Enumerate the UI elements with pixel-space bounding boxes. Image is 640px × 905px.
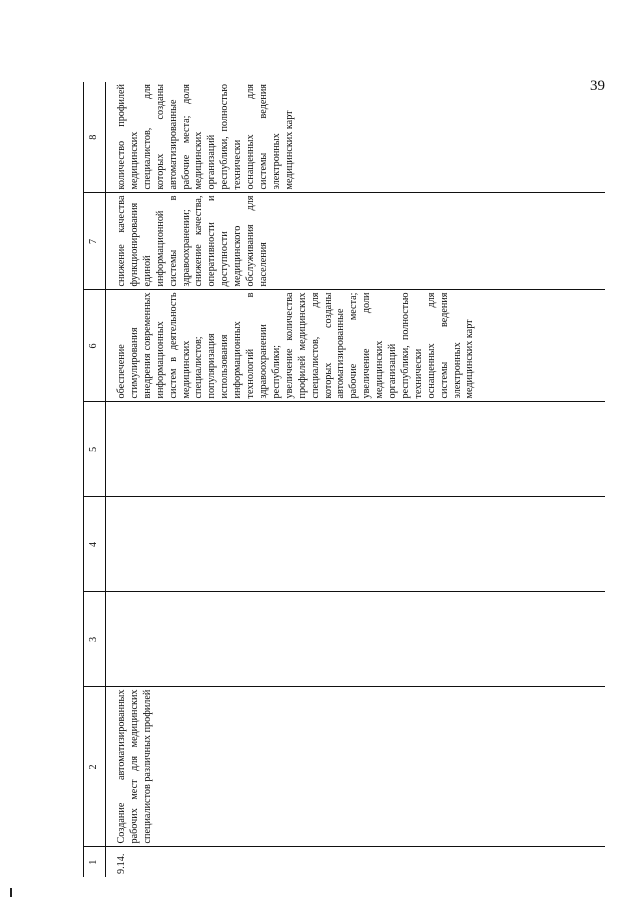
cell-col-4	[106, 497, 605, 592]
header-col-1: 1	[84, 847, 106, 877]
measures-table	[83, 82, 605, 877]
header-col-8: 8	[84, 82, 106, 193]
indicators: количество профилей медицинских специалистов, для которых созданы автоматизированные рабочие места; доля медицинских организаций республики, полностью технически оснащенных для системы ведения электронных медицинских карт	[106, 82, 605, 193]
header-row	[84, 82, 106, 877]
row-number: 9.14.	[116, 853, 127, 874]
cell-col-5	[106, 402, 605, 497]
header-col-3: 3	[84, 592, 106, 687]
rotated-table-container	[83, 82, 603, 877]
page-number: 39	[590, 78, 605, 94]
header-col-7: 7	[84, 193, 106, 290]
cell-col-3	[106, 592, 605, 687]
expected-results: обеспечение стимулирования внедрения современных информационных систем в деятельность медицинских специалистов; популяризация использования информационных технологий в здравоохранении республики; увеличение количества профилей медицинских специалистов, для которых созданы автоматизированные рабочие места; увеличение доли медицинских организаций республики, полностью технически оснащенных для системы ведения электронных медицинских карт	[106, 290, 605, 402]
header-col-5: 5	[84, 402, 106, 497]
measure-name: Создание автоматизированных рабочих мест для медицинских специалистов различных профилей	[106, 687, 605, 847]
header-col-6: 6	[84, 290, 106, 402]
table-row	[106, 82, 605, 877]
scan-artifact	[10, 888, 12, 897]
consequences: снижение качества функционирования единой информационной системы в здравоохранении; снижение качества, оперативности и доступности медицинского обслуживания для населения	[106, 193, 605, 290]
header-col-2: 2	[84, 687, 106, 847]
header-col-4: 4	[84, 497, 106, 592]
